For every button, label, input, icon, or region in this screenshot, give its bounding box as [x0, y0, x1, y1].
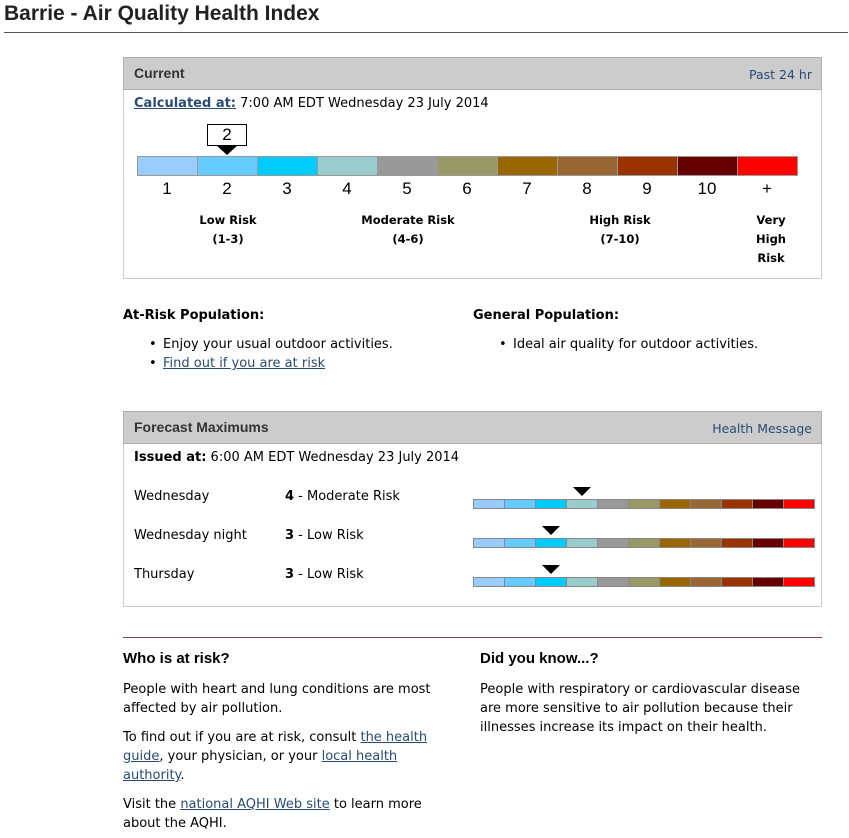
very-high-risk-label: Very High Risk: [756, 213, 786, 265]
forecast-scale-cell: [628, 577, 660, 587]
forecast-scale-cell: [752, 499, 784, 509]
scale-cell-5: [377, 156, 438, 176]
current-panel: [123, 90, 822, 279]
current-value: 2: [207, 124, 247, 146]
forecast-day: Wednesday night: [134, 528, 247, 543]
did-you-know-text: People with respiratory or cardiovascular disease are more sensitive to air pollution because their illnesses increase its impact on their health.: [480, 682, 800, 735]
list-item: • Enjoy your usual outdoor activities.: [147, 335, 463, 354]
high-risk-label: High Risk (7-10): [589, 213, 651, 246]
national-aqhi-text: Visit the national AQHI Web site to learn more about the AQHI.: [123, 797, 422, 831]
forecast-scale-cell: [473, 577, 505, 587]
calculated-line: [134, 96, 489, 111]
scale-number: 5: [402, 179, 412, 198]
forecast-row: [134, 489, 814, 509]
forecast-risk: - Moderate Risk: [294, 489, 400, 504]
scale-number: 7: [522, 179, 532, 198]
forecast-pointer-icon: [573, 487, 591, 496]
who-at-risk-section: [123, 650, 453, 833]
general-heading: General Population:: [473, 308, 620, 323]
aqhi-scale-bar: [137, 156, 797, 176]
forecast-scale-cell: [473, 538, 505, 548]
at-risk-population: [123, 307, 463, 373]
current-value-marker: [197, 124, 257, 154]
forecast-day: Wednesday: [134, 489, 210, 504]
forecast-scale-cell: [783, 499, 815, 509]
forecast-day: Thursday: [134, 567, 195, 582]
forecast-risk: - Low Risk: [294, 567, 364, 582]
forecast-scale-cell: [783, 538, 815, 548]
forecast-scale-bar: [473, 538, 815, 548]
forecast-scale-cell: [752, 577, 784, 587]
national-aqhi-link[interactable]: national AQHI Web site: [180, 797, 330, 812]
who-at-risk-heading: Who is at risk?: [123, 650, 230, 667]
who-at-risk-text: People with heart and lung conditions are most affected by air pollution.: [123, 682, 431, 716]
scale-number: 8: [582, 179, 592, 198]
current-heading: Current: [134, 65, 185, 81]
list-item: • Ideal air quality for outdoor activities.: [497, 335, 823, 354]
local-health-authority-link[interactable]: local health authority: [123, 749, 398, 783]
forecast-value: [285, 567, 364, 582]
scale-number: 3: [282, 179, 292, 198]
scale-cell-8: [557, 156, 618, 176]
low-risk-label: Low Risk (1-3): [199, 213, 257, 246]
forecast-scale-cell: [690, 499, 722, 509]
scale-number: 6: [462, 179, 472, 198]
section-divider: [123, 637, 822, 638]
scale-cell-3: [257, 156, 318, 176]
forecast-scale-cell: [690, 538, 722, 548]
forecast-scale-bar: [473, 499, 815, 509]
forecast-scale-cell: [535, 499, 567, 509]
moderate-risk-label: Moderate Risk (4-6): [361, 213, 455, 246]
scale-cell-2: [197, 156, 258, 176]
who-at-risk-consult: To find out if you are at risk, consult the health guide, your physician, or your local health authority.: [123, 730, 428, 783]
calculated-at-link[interactable]: Calculated at:: [134, 96, 237, 111]
general-population: [473, 307, 823, 354]
forecast-scale-cell: [659, 538, 691, 548]
forecast-pointer-icon: [542, 565, 560, 574]
forecast-index: 4: [285, 489, 295, 504]
forecast-scale-cell: [721, 577, 753, 587]
forecast-scale-cell: [783, 577, 815, 587]
forecast-scale-cell: [504, 538, 536, 548]
forecast-scale-cell: [721, 538, 753, 548]
forecast-scale-cell: [628, 499, 660, 509]
scale-cell-9: [617, 156, 678, 176]
did-you-know-heading: Did you know...?: [480, 650, 599, 667]
forecast-scale-cell: [566, 577, 598, 587]
past-24hr-link[interactable]: Past 24 hr: [749, 67, 812, 82]
forecast-scale-cell: [597, 499, 629, 509]
forecast-pointer-icon: [542, 526, 560, 535]
forecast-scale-cell: [535, 577, 567, 587]
scale-number: +: [762, 179, 772, 198]
forecast-scale-cell: [566, 538, 598, 548]
scale-number: 2: [222, 179, 232, 198]
scale-number: 4: [342, 179, 352, 198]
scale-number: 1: [162, 179, 172, 198]
forecast-scale-cell: [597, 577, 629, 587]
aqhi-scale-numbers: [137, 179, 797, 201]
general-list: [497, 335, 823, 354]
page-title: Barrie - Air Quality Health Index: [4, 2, 320, 25]
forecast-row: [134, 528, 814, 548]
scale-cell-11: [737, 156, 798, 176]
forecast-scale-cell: [690, 577, 722, 587]
forecast-scale-cell: [566, 499, 598, 509]
issued-line: [134, 450, 459, 465]
scale-number: 9: [642, 179, 652, 198]
forecast-row: [134, 567, 814, 587]
forecast-scale-bar: [473, 577, 815, 587]
scale-cell-4: [317, 156, 378, 176]
scale-cell-6: [437, 156, 498, 176]
forecast-scale-cell: [752, 538, 784, 548]
scale-number: 10: [697, 179, 717, 198]
issued-time: 6:00 AM EDT Wednesday 23 July 2014: [210, 450, 460, 465]
forecast-scale-cell: [504, 577, 536, 587]
issued-label: Issued at:: [134, 450, 207, 465]
health-message-link[interactable]: Health Message: [712, 421, 812, 436]
forecast-heading: Forecast Maximums: [134, 419, 269, 435]
forecast-panel-header: [123, 411, 822, 444]
forecast-index: 3: [285, 528, 295, 543]
forecast-value: [285, 528, 364, 543]
scale-cell-7: [497, 156, 558, 176]
title-divider: [4, 32, 848, 33]
health-guide-link[interactable]: the health guide: [123, 730, 428, 764]
forecast-scale-cell: [473, 499, 505, 509]
scale-cell-10: [677, 156, 738, 176]
forecast-scale-cell: [535, 538, 567, 548]
forecast-scale-cell: [504, 499, 536, 509]
forecast-risk: - Low Risk: [294, 528, 364, 543]
at-risk-heading: At-Risk Population:: [123, 308, 265, 323]
forecast-scale-cell: [659, 499, 691, 509]
forecast-scale-cell: [721, 499, 753, 509]
scale-cell-1: [137, 156, 198, 176]
forecast-scale-cell: [659, 577, 691, 587]
current-pointer-icon: [216, 145, 238, 155]
forecast-value: [285, 489, 400, 504]
forecast-scale-cell: [628, 538, 660, 548]
forecast-index: 3: [285, 567, 295, 582]
forecast-scale-cell: [597, 538, 629, 548]
find-out-at-risk-link[interactable]: Find out if you are at risk: [163, 356, 326, 371]
current-panel-header: [123, 57, 822, 90]
did-you-know-section: [480, 650, 820, 737]
calculated-time: 7:00 AM EDT Wednesday 23 July 2014: [240, 96, 489, 111]
list-item: [147, 354, 463, 373]
at-risk-list: [147, 335, 463, 373]
forecast-panel: [123, 444, 822, 607]
